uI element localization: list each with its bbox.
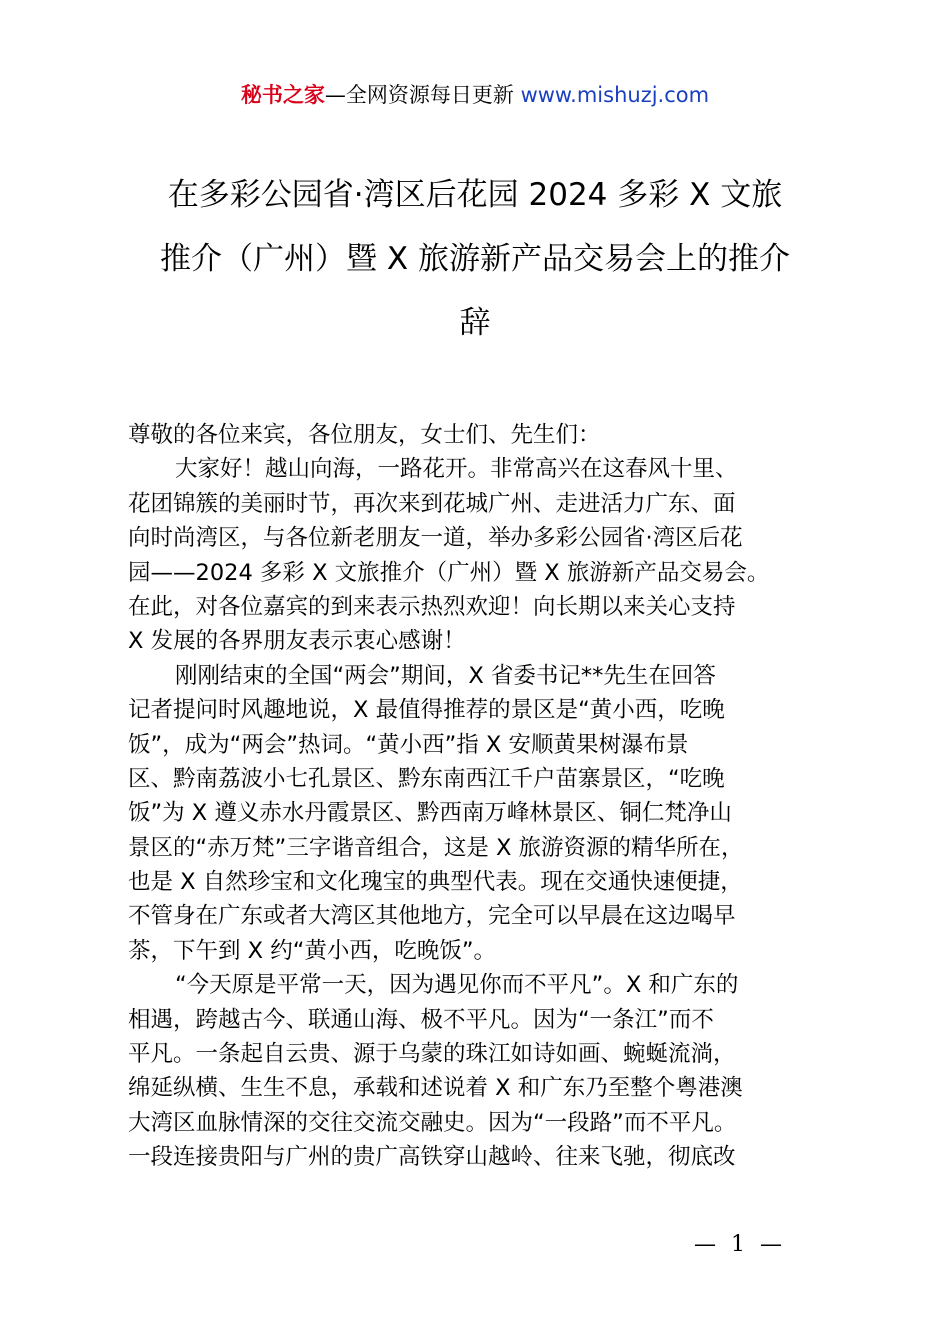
- body-line: 茶，下午到 X 约“黄小西，吃晚饭”。: [128, 937, 497, 964]
- body-line: 相遇，跨越古今、联通山海、极不平凡。因为“一条江”而不: [128, 1006, 714, 1033]
- body-line: 刚刚结束的全国“两会”期间，X 省委书记**先生在回答: [175, 662, 716, 689]
- body-line: 不管身在广东或者大湾区其他地方，完全可以早晨在这边喝早: [128, 903, 736, 930]
- body-line: 饭”，成为“两会”热词。“黄小西”指 X 安顺黄果树瀑布景: [128, 731, 689, 758]
- body-line: 也是 X 自然珍宝和文化瑰宝的典型代表。现在交通快速便捷，: [128, 869, 743, 896]
- title-line-1: 在多彩公园省·湾区后花园 2024 多彩 X 文旅: [167, 177, 783, 213]
- brand-name: 秘书之家: [240, 83, 325, 107]
- body-line: 记者提问时风趣地说，X 最值得推荐的景区是“黄小西，吃晚: [128, 697, 725, 724]
- body-line: 花团锦簇的美丽时节，再次来到花城广州、走进活力广东、面: [128, 490, 736, 517]
- body-line: “今天原是平常一天，因为遇见你而不平凡”。X 和广东的: [175, 972, 739, 999]
- body-line: 饭”为 X 遵义赤水丹霞景区、黔西南万峰林景区、铜仁梵净山: [128, 800, 732, 827]
- body-line: 大湾区血脉情深的交往交流交融史。因为“一段路”而不平凡。: [128, 1109, 737, 1136]
- body-line: 园——2024 多彩 X 文旅推介（广州）暨 X 旅游新产品交易会。: [128, 559, 770, 586]
- body-line: 平凡。一条起自云贵、源于乌蒙的珠江如诗如画、蜿蜒流淌，: [128, 1041, 736, 1068]
- site-banner: [0, 80, 950, 110]
- banner-slogan: —全网资源每日更新: [324, 83, 514, 107]
- salutation: 尊敬的各位来宾，各位朋友，女士们、先生们：: [128, 422, 601, 448]
- body-line: 景区的“赤万梵”三字谐音组合，这是 X 旅游资源的精华所在，: [128, 834, 744, 861]
- body-line: 区、黔南荔波小七孔景区、黔东南西江千户苗寨景区，“吃晚: [128, 765, 725, 792]
- speech-body: [128, 418, 852, 1175]
- page-number: — 1 —: [694, 1232, 786, 1257]
- site-url[interactable]: www.mishuzj.com: [520, 83, 710, 107]
- document-title: [100, 163, 850, 355]
- body-line: X 发展的各界朋友表示衷心感谢！: [128, 628, 466, 655]
- body-line: 向时尚湾区，与各位新老朋友一道，举办多彩公园省·湾区后花: [128, 525, 743, 552]
- body-line: 在此，对各位嘉宾的到来表示热烈欢迎！向长期以来关心支持: [128, 593, 736, 620]
- title-line-3: 辞: [459, 305, 491, 341]
- title-line-2: 推介（广州）暨 X 旅游新产品交易会上的推介: [160, 241, 790, 277]
- body-line: 绵延纵横、生生不息，承载和述说着 X 和广东乃至整个粤港澳: [128, 1075, 743, 1102]
- body-line: 一段连接贵阳与广州的贵广高铁穿山越岭、往来飞驰，彻底改: [128, 1144, 736, 1171]
- body-line: 大家好！越山向海，一路花开。非常高兴在这春风十里、: [175, 456, 738, 483]
